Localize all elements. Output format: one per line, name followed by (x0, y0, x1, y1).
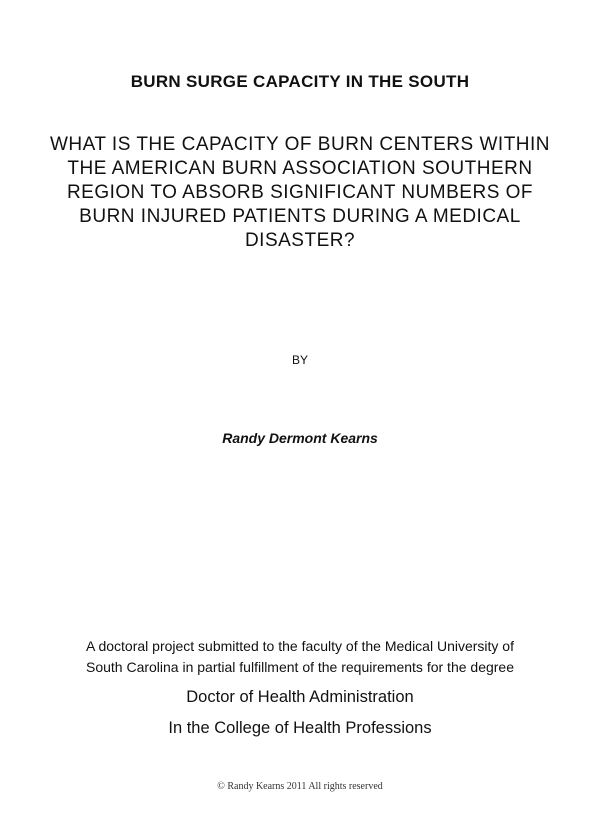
question-line: THE AMERICAN BURN ASSOCIATION SOUTHERN (67, 158, 533, 179)
copyright-notice: © Randy Kearns 2011 All rights reserved (217, 781, 383, 792)
college-name: In the College of Health Professions (168, 719, 432, 737)
question-line: REGION TO ABSORB SIGNIFICANT NUMBERS OF (66, 182, 534, 203)
description-line: South Carolina in partial fulfillment of the requirements for the degree (85, 659, 514, 675)
description-line: A doctoral project submitted to the faculty of the Medical University of (86, 638, 514, 654)
by-label: BY (291, 353, 308, 367)
author-name: Randy Dermont Kearns (222, 430, 378, 446)
degree-name: Doctor of Health Administration (186, 688, 414, 706)
question-line: DISASTER? (244, 230, 356, 251)
document-title: BURN SURGE CAPACITY IN THE SOUTH (130, 72, 470, 91)
question-line: WHAT IS THE CAPACITY OF BURN CENTERS WITHIN (49, 134, 551, 155)
project-description (0, 636, 600, 678)
question-line: BURN INJURED PATIENTS DURING A MEDICAL (79, 206, 521, 227)
research-question (0, 133, 600, 253)
